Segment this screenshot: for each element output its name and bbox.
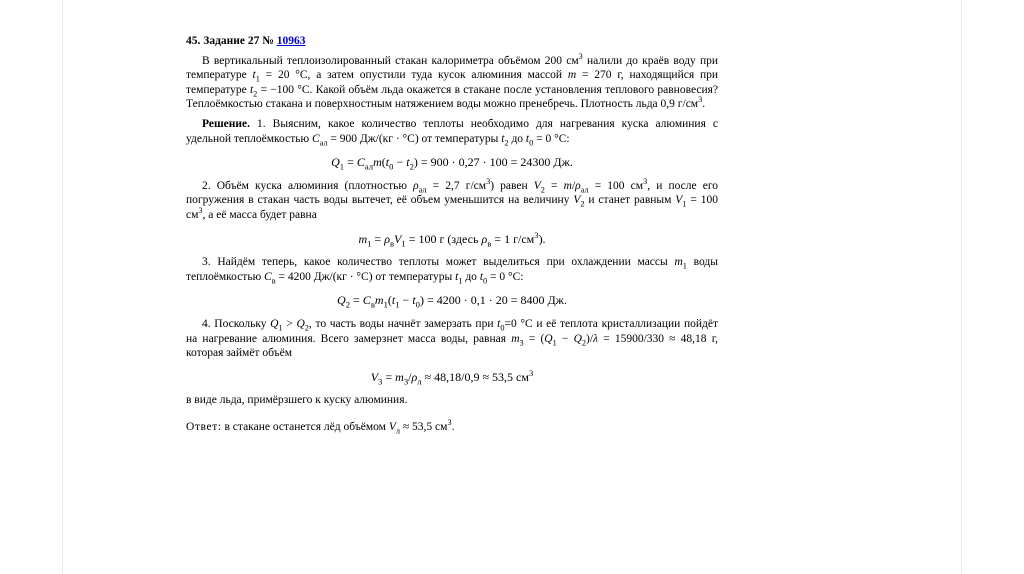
problem-statement: В вертикальный теплоизолированный стакан калориметра объёмом 200 $см^3$ налили до краёв воду при температуре $t_1 = 20$ °С, а затем опустили туда кусок алюминия массой m = 270 г, находящийся при температуре $t_2 = -100$ °С. Какой объём льда окажется в стакане после установления теплового равновесия? Теплоёмкостью стакана и поверхностным натяжением воды можно пренебречь. Плотность льда 0,9 $г/см^3$. [186,51,719,111]
equation-m1: $m_1 = \rho_вV_1 = 100$ г (здесь $\rho_в = 1$ $г/см^3$). [358,229,546,248]
answer-line: Ответ: в стакане останется лёд объёмом $V_л \approx 53,5$ $см^3$. [186,418,455,436]
solution-step-3: 3. Найдём теперь, какое количество теплоты может выделиться при охлаждении массы $m_1$ воды теплоёмкостью $C_в = 4200$ Дж/(кг · °С) от температуры $t_1$ до $t_0 = 0$ °С: [186,256,718,286]
solution-step-2: 2. Объём куска алюминия (плотностью $\rho_{ал} = 2,7$ $г/см^3$) равен $V_2 = m/\rho_{ал} = 100$ $см^3$, и после его погружения в стакан часть воды вытечет, её объем уменьшится на величину $V_2$ и станет равным $V_1 = 100$ $см^3$, а её масса будет равна [186,176,719,221]
task-heading-text: 45. Задание 27 № [186,35,277,47]
equation-v3: $V_3 = m_3/\rho_л \approx 48,18/0,9 \approx 53,5$ $см^3$ [370,367,534,387]
text-column [186,34,718,434]
document-page [62,0,962,574]
equation-q2: $Q_2 = C_вm_1(t_1 - t_0) = 4200 \cdot 0,1 \cdot 20 = 8400$ Дж. [337,293,567,310]
equation-q1: $Q_1 = C_{ал}m(t_0 - t_2) = 900 \cdot 0,27 \cdot 100 = 24300$ Дж. [331,155,573,172]
solution-step-4: 4. Поскольку $Q_1 > Q_2$, то часть воды начнёт замерзать при $t_0=0$ °С и её теплота кристаллизации пойдёт на нагревание алюминия. Всего замерзнет масса воды, равная $m_3 = (Q_1 - Q_2)/\lambda = 15900/330 \approx 48,18$ г, которая займёт объём [186,317,718,360]
task-number-link[interactable]: 10963 [276,35,306,47]
task-heading [186,34,718,49]
solution-step-1: Решение. 1. Выясним, какое количество теплоты необходимо для нагревания куска алюминия с удельной теплоёмкостью $C_{ал} = 900$ Дж/(кг · °С) от температуры $t_2$ до $t_0 = 0$ °С: [186,117,718,147]
ice-note: в виде льда, примёрзшего к куску алюминия. [186,394,408,407]
